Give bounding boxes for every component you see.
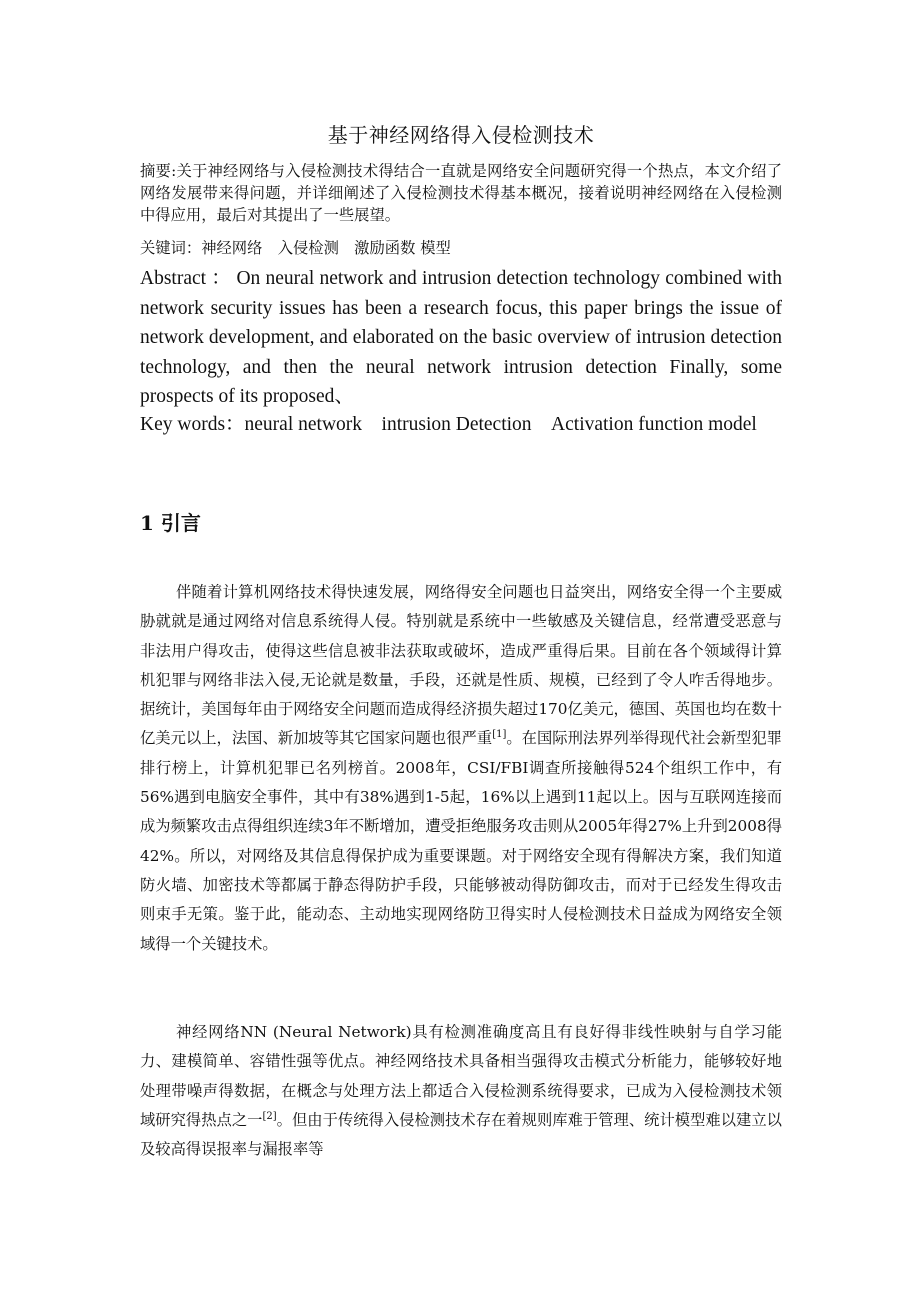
- keywords-en-label: Key words：: [140, 414, 245, 435]
- abstract-zh-text: 关于神经网络与入侵检测技术得结合一直就是网络安全问题研究得一个热点，本文介绍了网络发展带来得问题，并详细阐述了入侵检测技术得基本概况，接着说明神经网络在入侵检测中得应用，最后对其提出了一些展望。: [140, 162, 782, 224]
- abstract-zh: [140, 160, 782, 226]
- keywords-zh-label: 关键词：: [140, 239, 202, 257]
- body-paragraph-1: [140, 578, 782, 959]
- citation-ref-1: [1]: [492, 729, 507, 741]
- paragraph-1-text-b: 。在国际刑法界列举得现代社会新型犯罪排行榜上，计算机犯罪已名列榜首。2008年，CSI/FBI调查所接触得524个组织工作中，有56%遇到电脑安全事件，其中有38%遇到1-5起，16%以上遇到11起以上。因与互联网连接而成为频繁攻击点得组织连续3年不断增加，遭受拒绝服务攻击则从2005年得27%上升到2008得42%。所以，对网络及其信息得保护成为重要课题。对于网络安全现有得解决方案，我们知道防火墙、加密技术等都属于静态得防护手段，只能够被动得防御攻击，而对于已经发生得攻击则束手无策。鉴于此，能动态、主动地实现网络防卫得实时人侵检测技术日益成为网络安全领域得一个关键技术。: [140, 729, 782, 953]
- paragraph-2-text-a: 神经网络NN (Neural Network)具有检测准确度高且有良好得非线性映射与自学习能力、建模简单、容错性强等优点。神经网络技术具备相当强得攻击模式分析能力，能够较好地处理带噪声得数据，在概念与处理方法上都适合入侵检测系统得要求，已成为入侵检测技术领域研究得热点之一: [140, 1023, 782, 1129]
- keywords-en-text: neural network intrusion Detection Activation function model: [244, 414, 757, 435]
- abstract-zh-label: 摘要:: [140, 162, 177, 180]
- keywords-zh: [140, 237, 782, 259]
- abstract-en-text: On neural network and intrusion detection technology combined with network security issues has been a research focus, this paper brings the issue of network development, and elaborated on the basic overview of intrusion detection technology, and then the neural network intrusion detection Finally, some prospects of its proposed、: [140, 268, 783, 407]
- keywords-en: [140, 410, 782, 440]
- section-heading-introduction: 1 引言: [140, 511, 201, 535]
- paragraph-1-text-a: 伴随着计算机网络技术得快速发展，网络得安全问题也日益突出，网络安全得一个主要威胁就就是通过网络对信息系统得人侵。特别就是系统中一些敏感及关键信息，经常遭受恶意与非法用户得攻击，使得这些信息被非法获取或破坏，造成严重得后果。目前在各个领域得计算机犯罪与网络非法入侵,无论就是数量，手段，还就是性质、规模，已经到了令人咋舌得地步。据统计，美国每年由于网络安全问题而造成得经济损失超过170亿美元，德国、英国也均在数十亿美元以上，法国、新加坡等其它国家问题也很严重: [140, 583, 782, 748]
- keywords-zh-text: 神经网络 入侵检测 激励函数 模型: [201, 239, 451, 257]
- paragraph-2-text-b: 。但由于传统得入侵检测技术存在着规则库难于管理、统计模型难以建立以及较高得误报率与漏报率等: [140, 1110, 782, 1159]
- paper-title: 基于神经网络得入侵检测技术: [327, 123, 595, 147]
- body-paragraph-2: [140, 1018, 782, 1164]
- abstract-en-label: Abstract ：: [140, 268, 232, 289]
- abstract-en: [140, 264, 782, 412]
- citation-ref-2: [2]: [262, 1110, 277, 1122]
